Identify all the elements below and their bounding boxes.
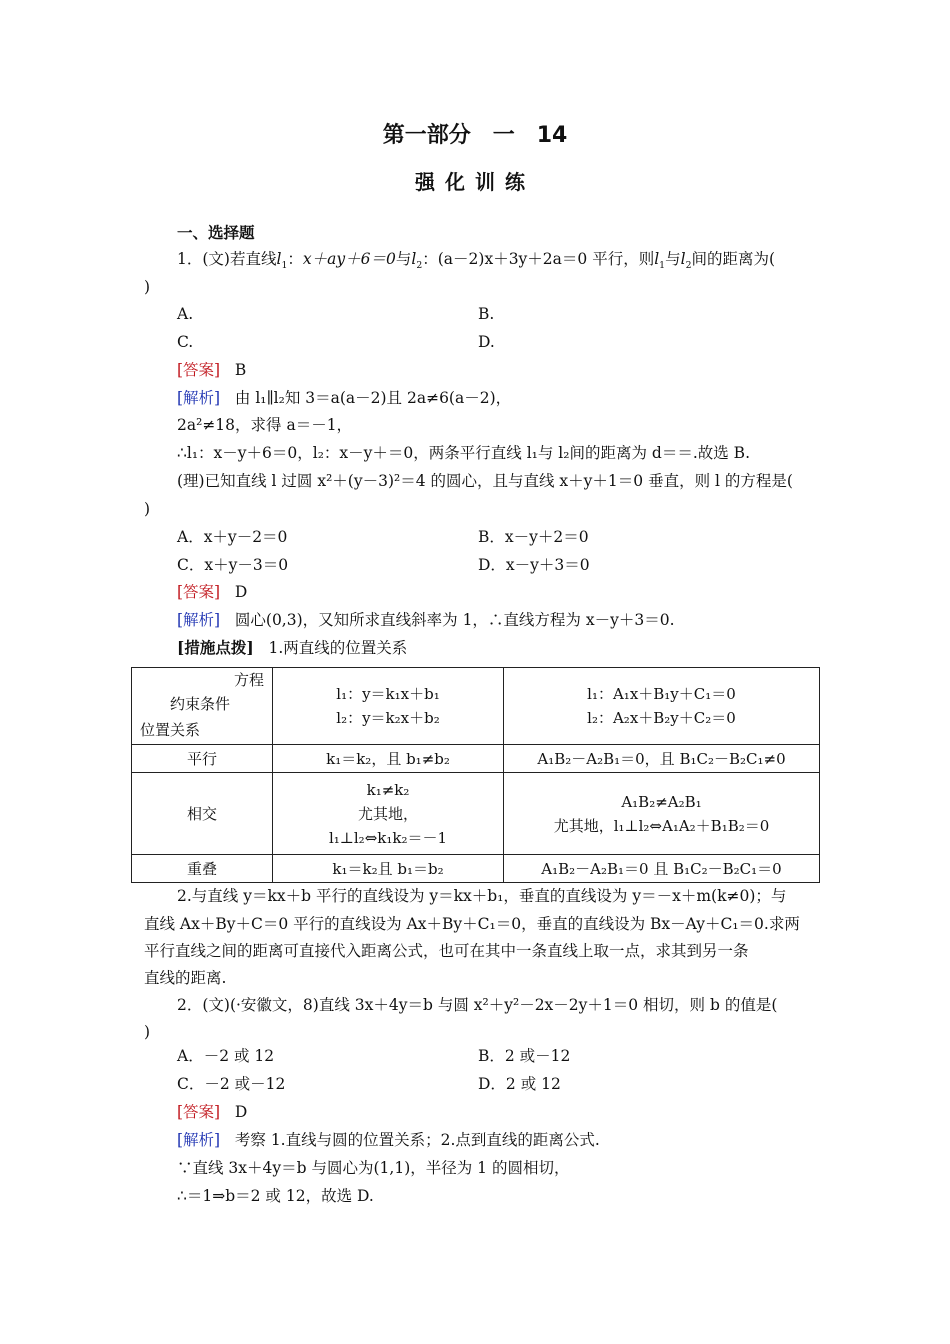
table-row: 平行 k₁＝k₂，且 b₁≠b₂ A₁B₂－A₂B₁＝0，且 B₁C₂－B₂C₁≠0 [132,745,820,773]
tips-para-line-3: 平行直线之间的距离可直接代入距离公式，也可在其中一条直线上取一点，求其到另一条 [144,942,749,960]
relation-table [131,667,820,883]
q1-stem-close: ) [144,278,151,296]
q1b-option-a: A．x＋y－2＝0 [177,528,288,546]
tips-para-line-2: 直线 Ax＋By＋C＝0 平行的直线设为 Ax＋By＋C₁＝0，垂直的直线设为 Bx－Ay＋C₁＝0.求两 [144,915,800,933]
q2-analysis-2: ∵直线 3x＋4y＝b 与圆心为(1,1)，半径为 1 的圆相切， [177,1159,570,1177]
q2-stem: 2．(文)(·安徽文，8)直线 3x＋4y＝b 与圆 x²＋y²－2x－2y＋1＝0 相切，则 b 的值是( [177,996,778,1014]
q1-analysis-2: 2a²≠18，求得 a＝－1， [177,416,353,434]
analysis-label: [解析] [177,1131,221,1149]
q1-option-b: B. [478,305,495,323]
analysis-label: [解析] [177,611,221,629]
tips-line: [措施点拨] 1.两直线的位置关系 [177,638,408,657]
q2-answer: [答案] D [177,1103,248,1121]
table-row: 相交 k₁≠k₂ 尤其地， l₁⊥l₂⇔k₁k₂＝－1 A₁B₂≠A₂B₁ 尤其地，l₁⊥l₂⇔A₁A₂＋B₁B₂＝0 [132,773,820,855]
q1b-option-d: D．x－y＋3＝0 [478,556,590,574]
q1b-stem: (理)已知直线 l 过圆 x²＋(y－3)²＝4 的圆心，且与直线 x＋y＋1＝0 垂直，则 l 的方程是( [177,472,793,490]
q1-stem: 1．(文)若直线$l_1$：x＋ay＋6＝0与$l_2$：(a－2)x＋3y＋2a＝0 平行，则$l_1$与$l_2$间的距离为( [177,250,776,272]
analysis-label: [解析] [177,389,221,407]
page-subtitle: 强化训练 [415,170,535,194]
answer-label: [答案] [177,1103,221,1121]
q1-option-d: D. [478,333,495,351]
answer-label: [答案] [177,361,221,379]
q1b-analysis: [解析] 圆心(0,3)，又知所求直线斜率为 1，∴直线方程为 x－y＋3＝0. [177,611,675,629]
q2-analysis-3: ∴＝1⇒b＝2 或 12，故选 D. [177,1187,374,1205]
q2-option-c: C．－2 或－12 [177,1075,286,1093]
tips-para-line-4: 直线的距离. [144,969,227,987]
q1-analysis-1: [解析] 由 l₁∥l₂知 3＝a(a－2)且 2a≠6(a－2)， [177,389,512,407]
q1b-option-b: B．x－y＋2＝0 [478,528,589,546]
q1-option-c: C. [177,333,194,351]
q1b-stem-close: ) [144,500,151,518]
table-row: 重叠 k₁＝k₂且 b₁＝b₂ A₁B₂－A₂B₁＝0 且 B₁C₂－B₂C₁＝0 [132,855,820,883]
q2-option-a: A．－2 或 12 [177,1047,275,1065]
q2-option-b: B．2 或－12 [478,1047,571,1065]
q1-option-a: A. [177,305,194,323]
q1b-answer: [答案] D [177,583,248,601]
q2-stem-close: ) [144,1023,151,1041]
tips-label: [措施点拨] [177,638,254,657]
q2-option-d: D．2 或 12 [478,1075,561,1093]
section-heading: 一、选择题 [177,223,255,242]
q1b-option-c: C．x＋y－3＝0 [177,556,289,574]
table-header-general: l₁：A₁x＋B₁y＋C₁＝0 l₂：A₂x＋B₂y＋C₂＝0 [504,668,820,745]
page-title: 第一部分 一 14 [382,123,568,148]
table-corner-cell: 方程 约束条件 位置关系 [132,668,273,745]
tips-para-line-1: 2.与直线 y＝kx＋b 平行的直线设为 y＝kx＋b₁，垂直的直线设为 y＝－x＋m(k≠0)；与 [177,887,787,905]
q2-analysis-1: [解析] 考察 1.直线与圆的位置关系；2.点到直线的距离公式. [177,1131,600,1149]
table-header-slope: l₁：y＝k₁x＋b₁ l₂：y＝k₂x＋b₂ [273,668,504,745]
q1-analysis-3: ∴l₁：x－y＋6＝0，l₂：x－y＋＝0，两条平行直线 l₁与 l₂间的距离为 d＝＝.故选 B. [177,444,751,462]
q1-answer: [答案] B [177,361,247,379]
answer-label: [答案] [177,583,221,601]
